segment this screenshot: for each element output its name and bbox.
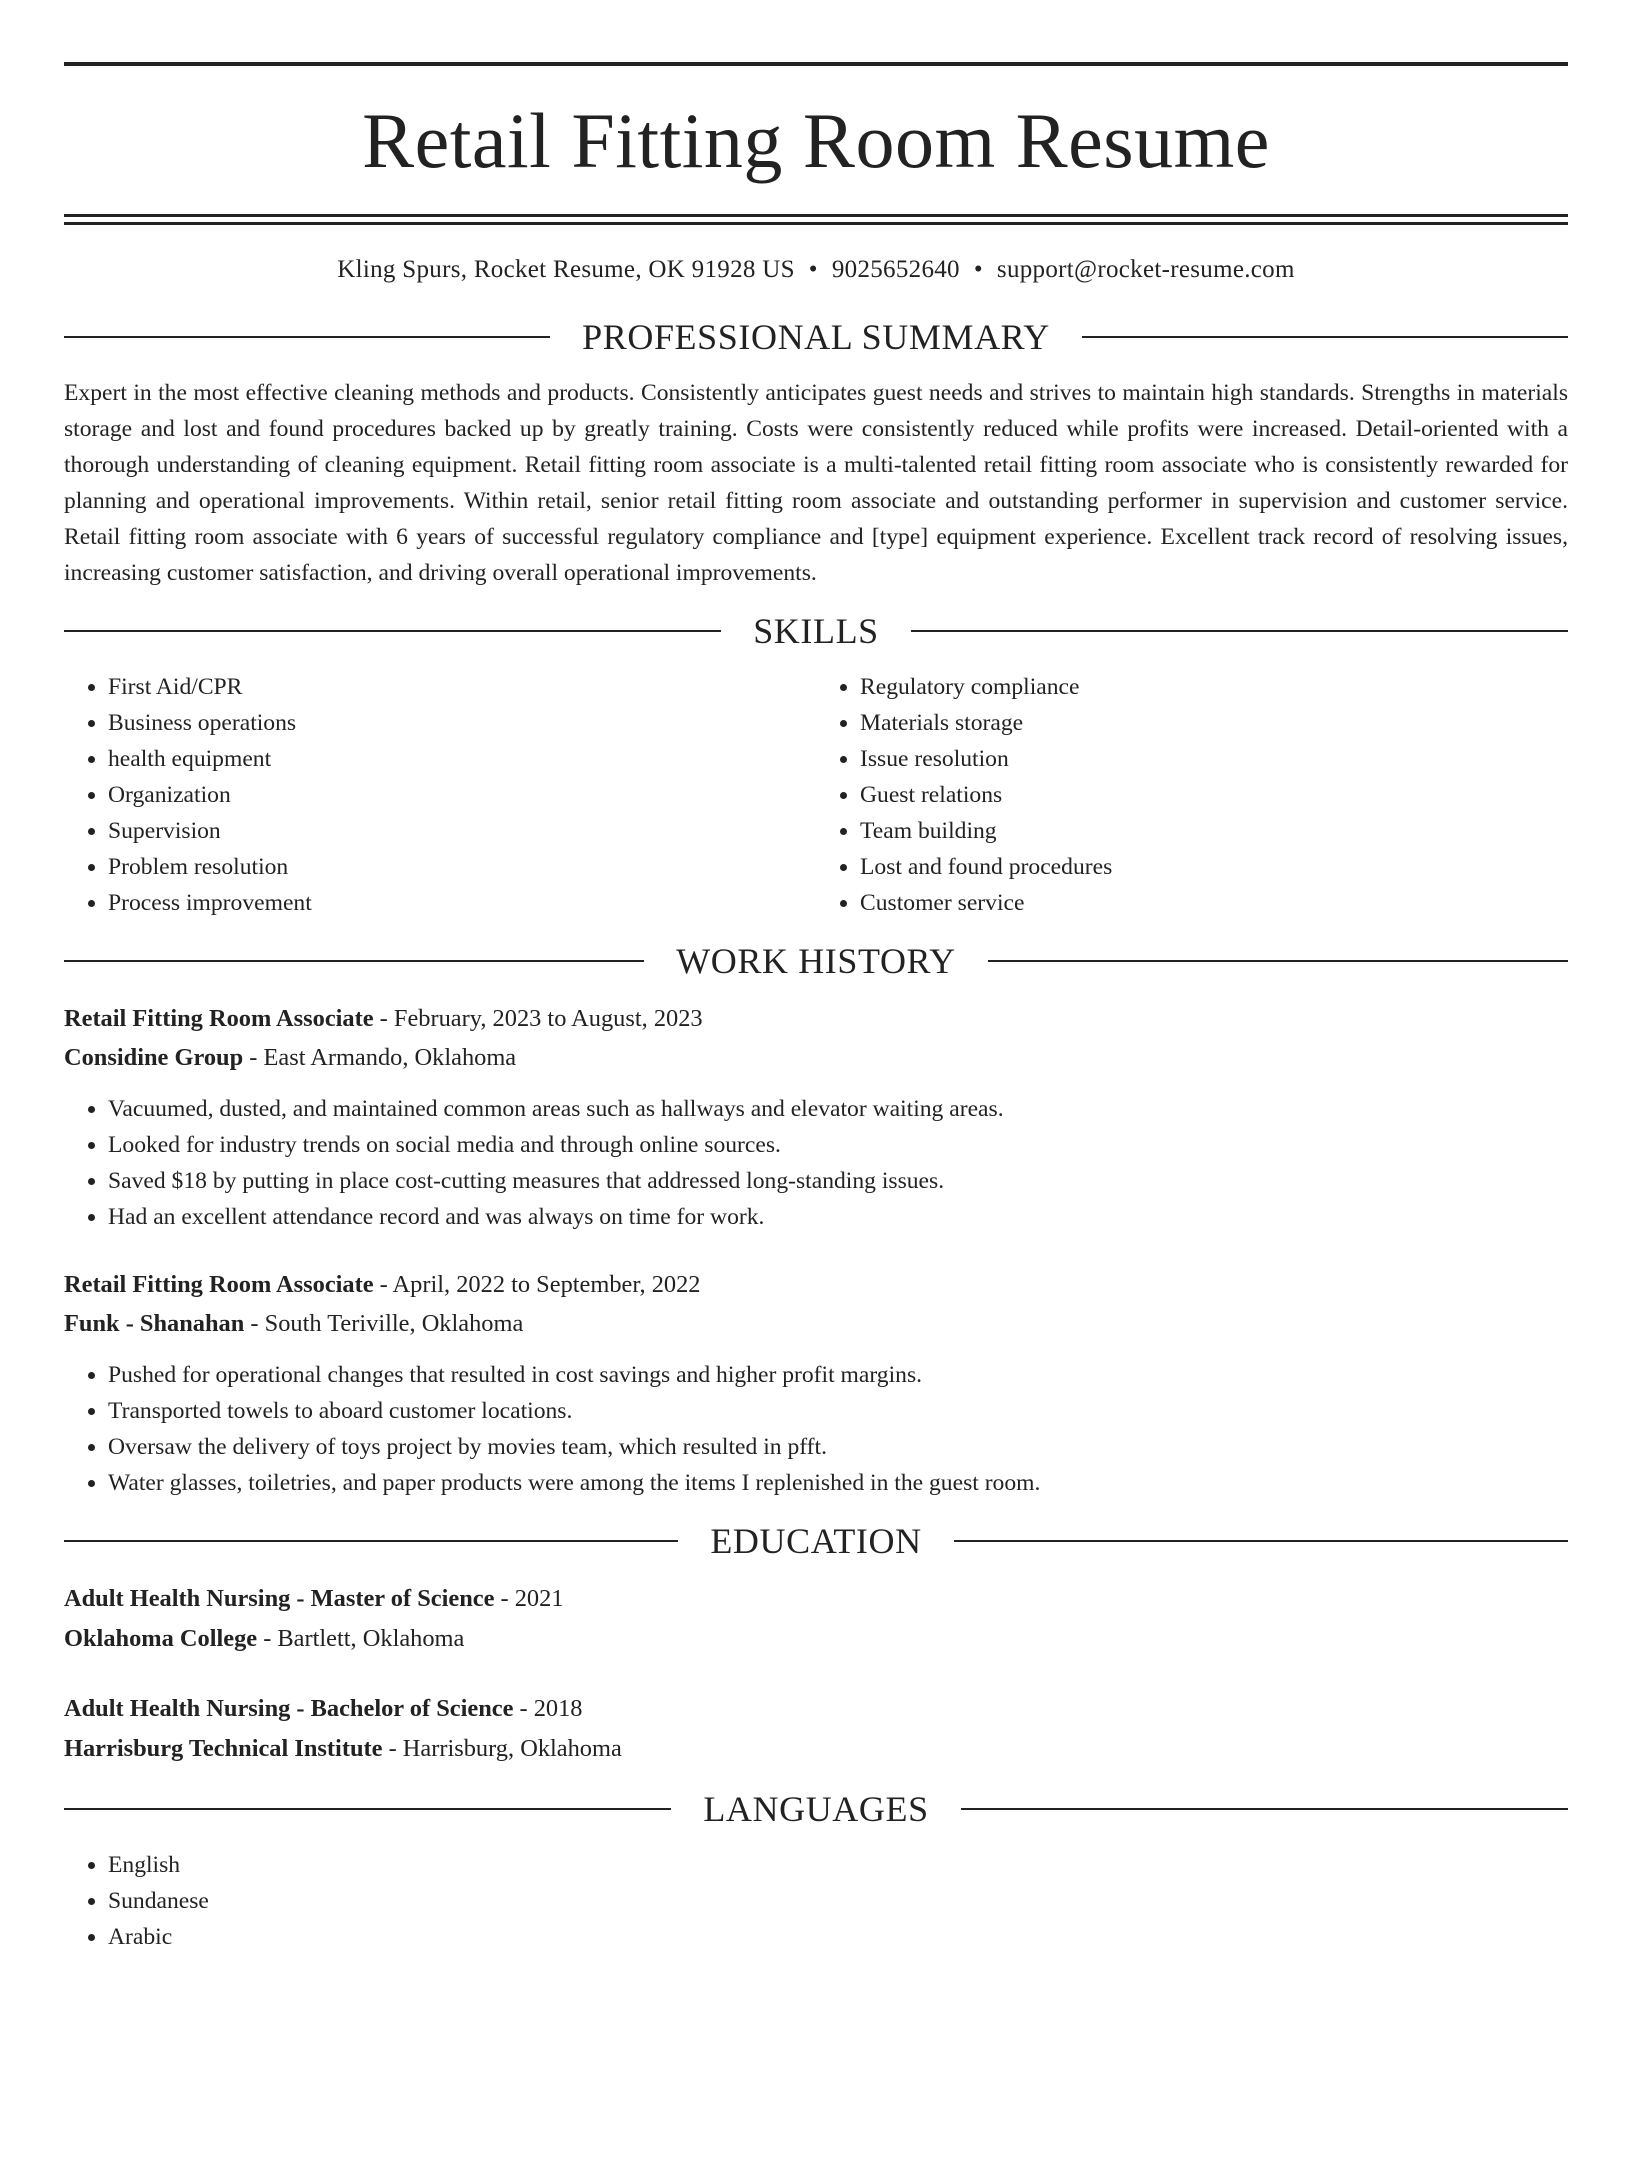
section-title-summary: PROFESSIONAL SUMMARY [582, 317, 1050, 357]
job-duty-item: • Water glasses, toiletries, and paper products were among the items I replenished in the guest room. [108, 1465, 1568, 1501]
section-title-work: WORK HISTORY [676, 941, 956, 981]
section-rule [64, 1808, 671, 1810]
job-location: - East Armando, Oklahoma [243, 1044, 517, 1071]
language-item: • Arabic [108, 1919, 1568, 1955]
job-entry [64, 1265, 1568, 1501]
job-company-line [64, 1038, 1568, 1077]
skill-item: • health equipment [108, 741, 816, 777]
section-rule [911, 630, 1568, 632]
section-header-education [64, 1523, 1568, 1559]
job-title-line [64, 1265, 1568, 1304]
section-rule [961, 1808, 1568, 1810]
section-title-languages: LANGUAGES [703, 1789, 929, 1829]
title-double-rule [64, 214, 1568, 225]
education-school-line [64, 1729, 1568, 1769]
job-location: - South Teriville, Oklahoma [244, 1310, 524, 1337]
section-header-summary [64, 319, 1568, 355]
education-school: Harrisburg Technical Institute [64, 1735, 383, 1762]
resume-page [0, 62, 1632, 2174]
skills-column-left [64, 669, 816, 921]
section-header-work [64, 943, 1568, 979]
education-entry [64, 1689, 1568, 1769]
section-header-skills [64, 613, 1568, 649]
education-degree: Adult Health Nursing - Master of Science [64, 1585, 495, 1612]
job-duty-item: • Oversaw the delivery of toys project by movies team, which resulted in pfft. [108, 1429, 1568, 1465]
skill-item: • Lost and found procedures [860, 849, 1568, 885]
section-rule [64, 1540, 678, 1542]
skill-item: • Business operations [108, 705, 816, 741]
job-dates: - April, 2022 to September, 2022 [373, 1271, 701, 1298]
job-duty-item: • Saved $18 by putting in place cost-cutting measures that addressed long-standing issues. [108, 1163, 1568, 1199]
job-company: Funk - Shanahan [64, 1310, 245, 1337]
job-company: Considine Group [64, 1044, 244, 1071]
skills-list [64, 669, 1568, 921]
contact-separator: • [808, 256, 818, 283]
education-degree: Adult Health Nursing - Bachelor of Science [64, 1695, 514, 1722]
job-duty-item: • Had an excellent attendance record and was always on time for work. [108, 1199, 1568, 1235]
summary-text: Expert in the most effective cleaning methods and products. Consistently anticipates guest needs and strives to maintain high standards. Strengths in materials storage and lost and found procedures backed up by greatly training. Costs were consistently reduced while profits were increased. Detail-oriented with a thorough understanding of cleaning equipment. Retail fitting room associate is a multi-talented retail fitting room associate who is consistently rewarded for planning and operational improvements. Within retail, senior retail fitting room associate and outstanding performer in supervision and customer service. Retail fitting room associate with 6 years of successful regulatory compliance and [type] equipment experience. Excellent track record of resolving issues, increasing customer satisfaction, and driving overall operational improvements. [64, 380, 1568, 586]
skill-item: • Problem resolution [108, 849, 816, 885]
education-school: Oklahoma College [64, 1625, 258, 1652]
contact-separator: • [973, 256, 983, 283]
section-rule [1082, 336, 1568, 338]
section-rule [988, 960, 1568, 962]
section-rule [954, 1540, 1568, 1542]
language-item: • English [108, 1847, 1568, 1883]
job-title: Retail Fitting Room Associate [64, 1271, 374, 1298]
section-title-education: EDUCATION [710, 1521, 922, 1561]
education-degree-line [64, 1689, 1568, 1729]
skill-item: • First Aid/CPR [108, 669, 816, 705]
skill-item: • Customer service [860, 885, 1568, 921]
job-dates: - February, 2023 to August, 2023 [373, 1005, 703, 1032]
contact-address: Kling Spurs, Rocket Resume, OK 91928 US [337, 256, 795, 283]
education-year: - 2018 [513, 1695, 583, 1722]
section-title-skills: SKILLS [753, 611, 879, 651]
education-degree-line [64, 1579, 1568, 1619]
job-company-line [64, 1304, 1568, 1343]
section-rule [64, 960, 644, 962]
top-rule [64, 62, 1568, 66]
contact-line [64, 255, 1568, 285]
job-duty-item: • Pushed for operational changes that resulted in cost savings and higher profit margins. [108, 1357, 1568, 1393]
education-location: - Harrisburg, Oklahoma [382, 1735, 622, 1762]
education-entry [64, 1579, 1568, 1659]
job-duty-item: • Transported towels to aboard customer locations. [108, 1393, 1568, 1429]
section-rule [64, 630, 721, 632]
skills-column-right [816, 669, 1568, 921]
job-title-line [64, 999, 1568, 1038]
education-school-line [64, 1619, 1568, 1659]
job-duties [64, 1091, 1568, 1235]
skill-item: • Process improvement [108, 885, 816, 921]
skill-item: • Issue resolution [860, 741, 1568, 777]
job-duty-item: • Vacuumed, dusted, and maintained common areas such as hallways and elevator waiting areas. [108, 1091, 1568, 1127]
skill-item: • Materials storage [860, 705, 1568, 741]
contact-email: support@rocket-resume.com [996, 256, 1295, 283]
contact-phone: 9025652640 [831, 256, 960, 283]
skill-item: • Organization [108, 777, 816, 813]
education-location: - Bartlett, Oklahoma [257, 1625, 465, 1652]
job-entry [64, 999, 1568, 1235]
skill-item: • Regulatory compliance [860, 669, 1568, 705]
languages-list [64, 1847, 1568, 1955]
job-duties [64, 1357, 1568, 1501]
education-year: - 2021 [494, 1585, 564, 1612]
job-duty-item: • Looked for industry trends on social media and through online sources. [108, 1127, 1568, 1163]
language-item: • Sundanese [108, 1883, 1568, 1919]
section-header-languages [64, 1791, 1568, 1827]
skill-item: • Team building [860, 813, 1568, 849]
job-title: Retail Fitting Room Associate [64, 1005, 374, 1032]
skill-item: • Guest relations [860, 777, 1568, 813]
skill-item: • Supervision [108, 813, 816, 849]
section-rule [64, 336, 550, 338]
resume-title: Retail Fitting Room Resume [362, 97, 1270, 184]
